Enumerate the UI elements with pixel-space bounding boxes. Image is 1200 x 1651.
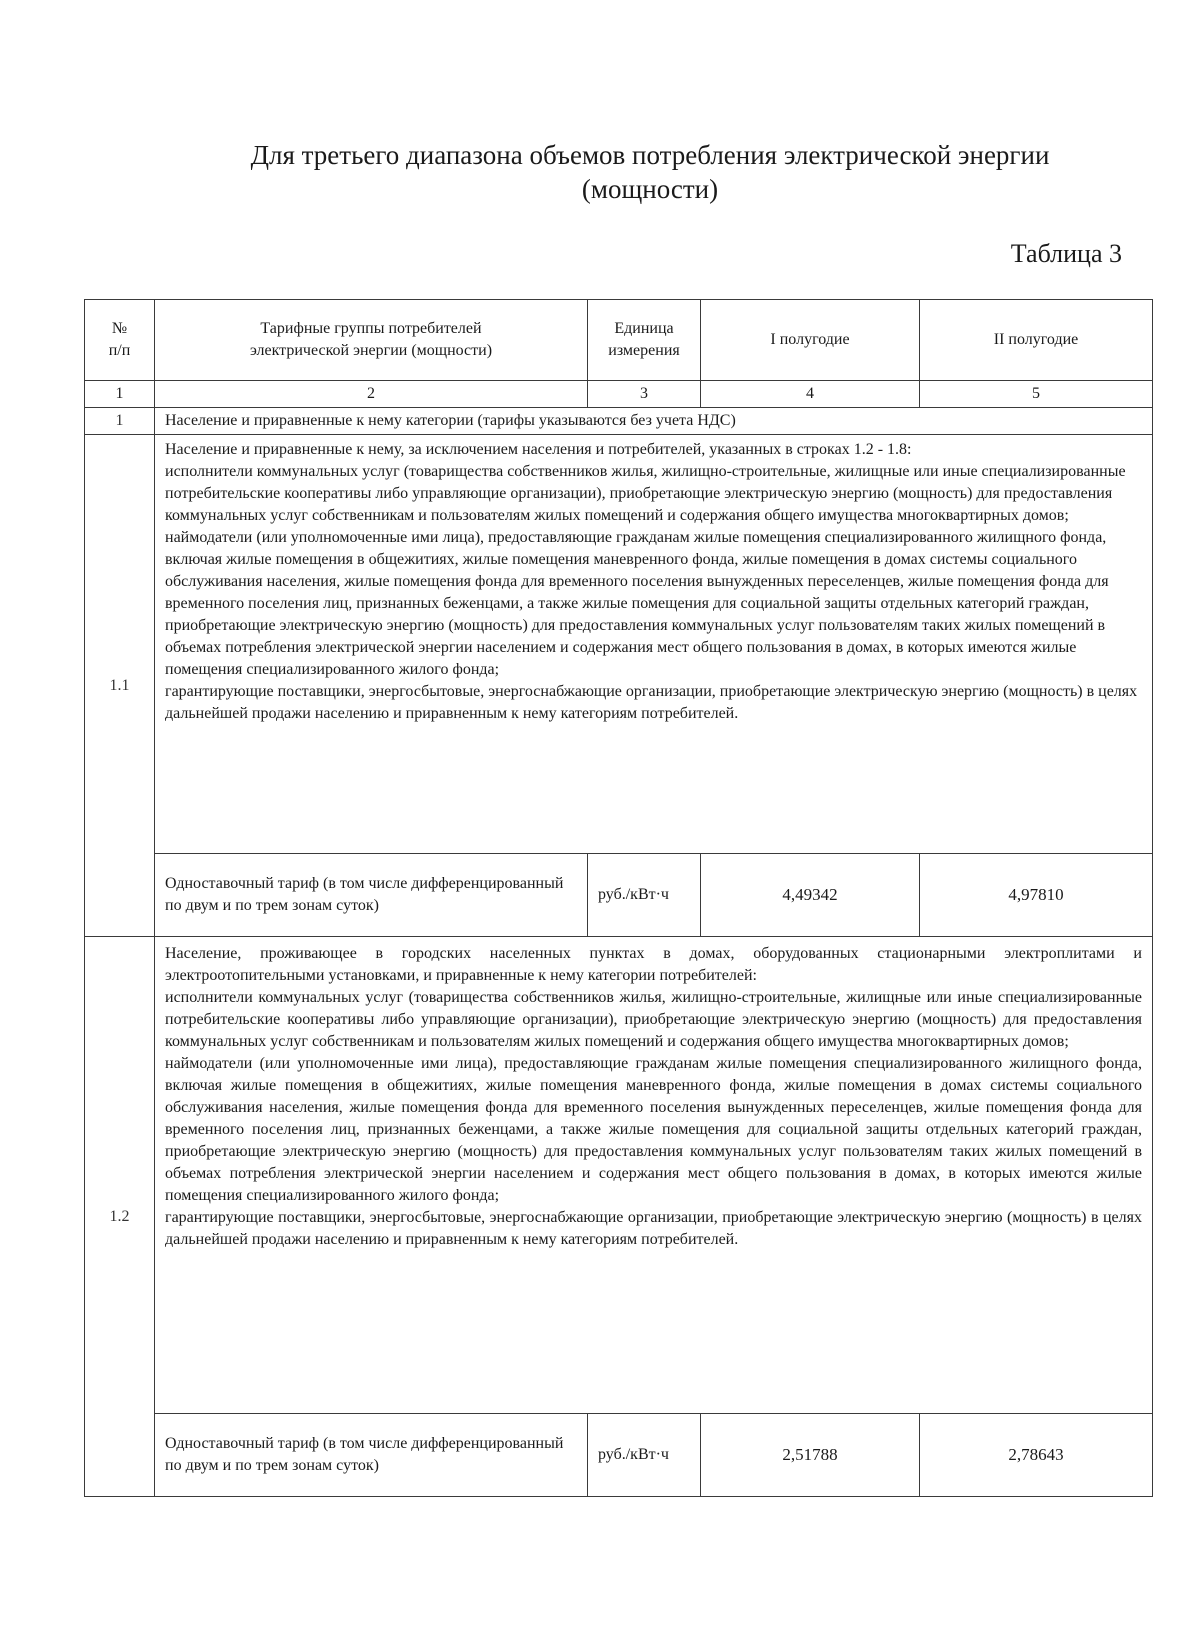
tariff-value-second-half: 4,97810 <box>920 854 1153 937</box>
header-num: № п/п <box>85 300 155 381</box>
header-unit: Единица измерения <box>588 300 701 381</box>
tariff-value-first-half: 2,51788 <box>701 1414 920 1497</box>
description-paragraph: гарантирующие поставщики, энергосбытовые, энергоснабжающие организации, приобретающие электрическую энергию (мощность) в целях дальнейшей продажи населению и приравненным к нему категориям потребителей. <box>165 683 1138 722</box>
description-paragraph: наймодатели (или уполномоченные ими лица), предоставляющие гражданам жилые помещения специализированного жилищного фонда, включая жилые помещения в общежитиях, жилые помещения маневренного фонда, жилые помещения в домах системы социального обслуживания населения, жилые помещения фонда для временного поселения вынужденных переселенцев, жилые помещения фонда для временного поселения лиц, признанных беженцами, а также жилые помещения для социальной защиты отдельных категорий граждан, приобретающие электрическую энергию (мощность) для предоставления коммунальных услуг пользователям таких жилых помещений в объемах потребления электрической энергии населением и содержания мест общего пользования в домах, в которых имеются жилые помещения специализированного жилого фонда; <box>165 1055 1142 1204</box>
col-index: 4 <box>701 381 920 408</box>
description-paragraph: исполнители коммунальных услуг (товарищества собственников жилья, жилищно-строительные, жилищные или иные специализированные потребительские кооперативы либо управляющие организации), приобретающие электрическую энергию (мощность) для предоставления коммунальных услуг собственникам и пользователям жилых помещений и содержания общего имущества многоквартирных домов; <box>165 463 1126 524</box>
section-title: Население и приравненные к нему категории (тарифы указываются без учета НДС) <box>155 408 1153 435</box>
row-description <box>155 435 1153 854</box>
section-num: 1 <box>85 408 155 435</box>
description-paragraph: Население, проживающее в городских населенных пунктах в домах, оборудованных стационарными электроплитами и электроотопительными установками, и приравненные к нему категории потребителей: <box>165 945 1142 984</box>
heading-line-1: Для третьего диапазона объемов потребления электрической энергии <box>250 140 1050 170</box>
tariff-label: Одноставочный тариф (в том числе дифференцированный по двум и по трем зонам суток) <box>155 854 588 937</box>
heading-line-2: (мощности) <box>581 174 719 204</box>
header-first-half: I полугодие <box>701 300 920 381</box>
col-index: 1 <box>85 381 155 408</box>
table-header-row <box>85 300 1153 381</box>
header-group: Тарифные группы потребителей электрической энергии (мощности) <box>155 300 588 381</box>
section-row <box>85 408 1153 435</box>
col-index: 2 <box>155 381 588 408</box>
description-paragraph: Население и приравненные к нему, за исключением населения и потребителей, указанных в строках 1.2 - 1.8: <box>165 441 912 458</box>
header-second-half: II полугодие <box>920 300 1153 381</box>
column-index-row <box>85 381 1153 408</box>
document-heading <box>190 138 1110 206</box>
tariff-value-first-half: 4,49342 <box>701 854 920 937</box>
description-paragraph: наймодатели (или уполномоченные ими лица), предоставляющие гражданам жилые помещения специализированного жилищного фонда, включая жилые помещения в общежитиях, жилые помещения маневренного фонда, жилые помещения в домах системы социального обслуживания населения, жилые помещения фонда для временного поселения вынужденных переселенцев, жилые помещения фонда для временного поселения лиц, признанных беженцами, а также жилые помещения для социальной защиты отдельных категорий граждан, приобретающие электрическую энергию (мощность) для предоставления коммунальных услуг пользователям таких жилых помещений в объемах потребления электрической энергии населением и содержания мест общего пользования в домах, в которых имеются жилые помещения специализированного жилого фонда; <box>165 529 1109 678</box>
tariff-value-second-half: 2,78643 <box>920 1414 1153 1497</box>
table-row <box>85 435 1153 854</box>
tariff-label: Одноставочный тариф (в том числе дифференцированный по двум и по трем зонам суток) <box>155 1414 588 1497</box>
row-num: 1.2 <box>85 937 155 1497</box>
tariff-unit: руб./кВт·ч <box>588 1414 701 1497</box>
tariff-row <box>85 1414 1153 1497</box>
tariff-unit: руб./кВт·ч <box>588 854 701 937</box>
table-caption: Таблица 3 <box>1010 239 1122 268</box>
row-description <box>155 937 1153 1414</box>
row-num: 1.1 <box>85 435 155 937</box>
description-paragraph: исполнители коммунальных услуг (товарищества собственников жилья, жилищно-строительные, жилищные или иные специализированные потребительские кооперативы либо управляющие организации), приобретающие электрическую энергию (мощность) для предоставления коммунальных услуг собственникам и пользователям жилых помещений и содержания общего имущества многоквартирных домов; <box>165 989 1142 1050</box>
table-row <box>85 937 1153 1414</box>
tariff-table <box>84 299 1153 1497</box>
tariff-row <box>85 854 1153 937</box>
col-index: 5 <box>920 381 1153 408</box>
col-index: 3 <box>588 381 701 408</box>
description-paragraph: гарантирующие поставщики, энергосбытовые, энергоснабжающие организации, приобретающие электрическую энергию (мощность) в целях дальнейшей продажи населению и приравненным к нему категориям потребителей. <box>165 1209 1142 1248</box>
